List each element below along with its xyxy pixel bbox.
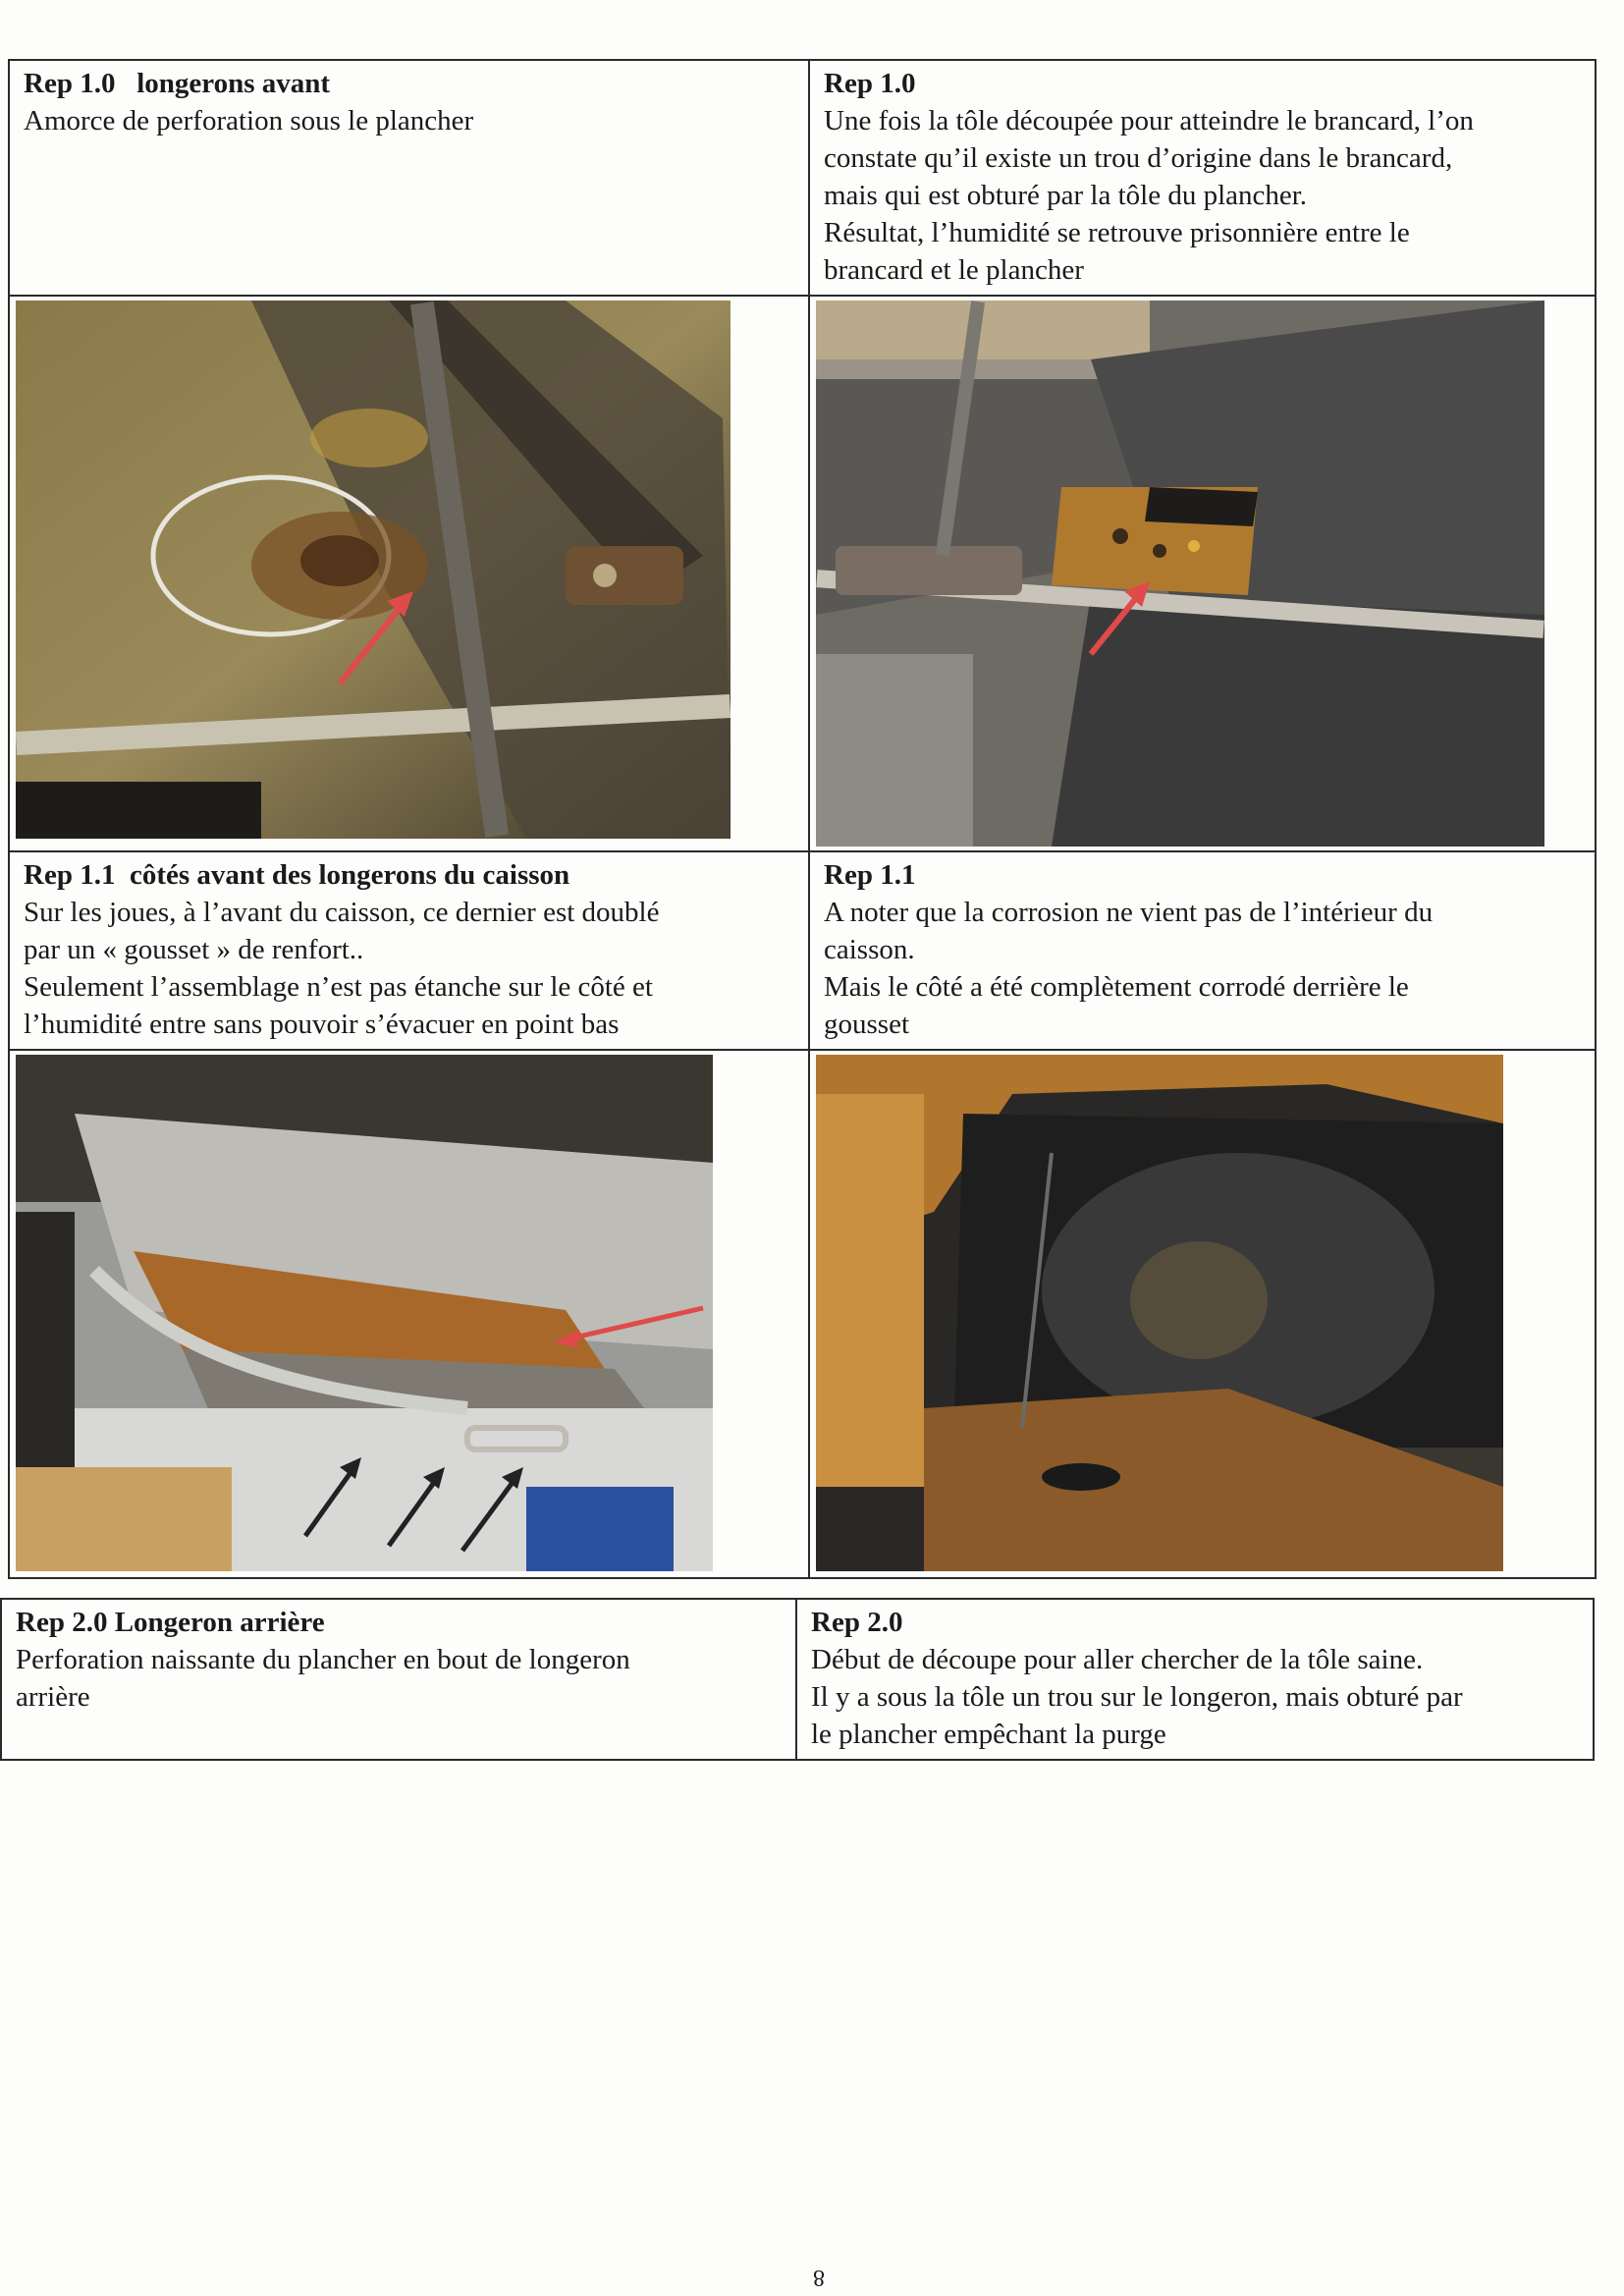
rep20-left-cell xyxy=(1,1599,796,1760)
report-table-front xyxy=(8,59,1597,1579)
rep11-right-line: Mais le côté a été complètement corrodé derrière le xyxy=(824,971,1409,1003)
rep11-left-line: Sur les joues, à l’avant du caisson, ce dernier est doublé xyxy=(24,897,660,928)
rep20-right-line: Il y a sous la tôle un trou sur le longeron, mais obturé par xyxy=(811,1681,1463,1713)
rep20-right-title: Rep 2.0 xyxy=(811,1607,903,1638)
rep20-left-title: Rep 2.0 Longeron arrière xyxy=(16,1607,325,1638)
photo-cut-floor-panel xyxy=(816,301,1544,847)
rep10-right-line: Résultat, l’humidité se retrouve prisonnière entre le xyxy=(824,217,1410,248)
rep10-right-photo-cell xyxy=(809,296,1596,851)
rep11-left-title: Rep 1.1 côtés avant des longerons du caisson xyxy=(24,859,570,891)
rep20-right-line: le plancher empêchant la purge xyxy=(811,1719,1166,1750)
rep11-right-line: gousset xyxy=(824,1009,909,1040)
photo-floor-perforation xyxy=(16,301,731,839)
rep11-left-line: l’humidité entre sans pouvoir s’évacuer en point bas xyxy=(24,1009,620,1040)
rep11-left-cell xyxy=(9,851,809,1050)
rep10-left-line: Amorce de perforation sous le plancher xyxy=(24,105,474,137)
rep11-left-line: par un « gousset » de renfort.. xyxy=(24,934,364,965)
report-table-rear xyxy=(0,1598,1595,1761)
rep10-right-line: Une fois la tôle découpée pour atteindre le brancard, l’on xyxy=(824,105,1474,137)
rep10-left-title: Rep 1.0 longerons avant xyxy=(24,68,331,99)
rep10-right-line: mais qui est obturé par la tôle du plancher. xyxy=(824,180,1308,211)
rep11-left-line: Seulement l’assemblage n’est pas étanche sur le côté et xyxy=(24,971,653,1003)
photo-corroded-side xyxy=(816,1055,1503,1571)
rep10-left-photo-cell xyxy=(9,296,809,851)
photo-gusset-corrosion xyxy=(16,1055,713,1571)
page-number: 8 xyxy=(813,2265,825,2290)
rep20-left-line: arrière xyxy=(16,1681,90,1713)
rep10-right-line: brancard et le plancher xyxy=(824,254,1084,286)
rep10-left-cell xyxy=(9,60,809,296)
rep10-right-line: constate qu’il existe un trou d’origine dans le brancard, xyxy=(824,142,1453,174)
rep11-right-cell xyxy=(809,851,1596,1050)
rep11-right-title: Rep 1.1 xyxy=(824,859,916,891)
rep20-left-line: Perforation naissante du plancher en bout de longeron xyxy=(16,1644,630,1675)
rep20-right-cell xyxy=(796,1599,1594,1760)
rep10-right-cell xyxy=(809,60,1596,296)
rep11-right-photo-cell xyxy=(809,1050,1596,1578)
rep20-right-line: Début de découpe pour aller chercher de la tôle saine. xyxy=(811,1644,1424,1675)
rep11-left-photo-cell xyxy=(9,1050,809,1578)
rep10-right-title: Rep 1.0 xyxy=(824,68,916,99)
rep11-right-line: A noter que la corrosion ne vient pas de l’intérieur du xyxy=(824,897,1434,928)
rep11-right-line: caisson. xyxy=(824,934,915,965)
